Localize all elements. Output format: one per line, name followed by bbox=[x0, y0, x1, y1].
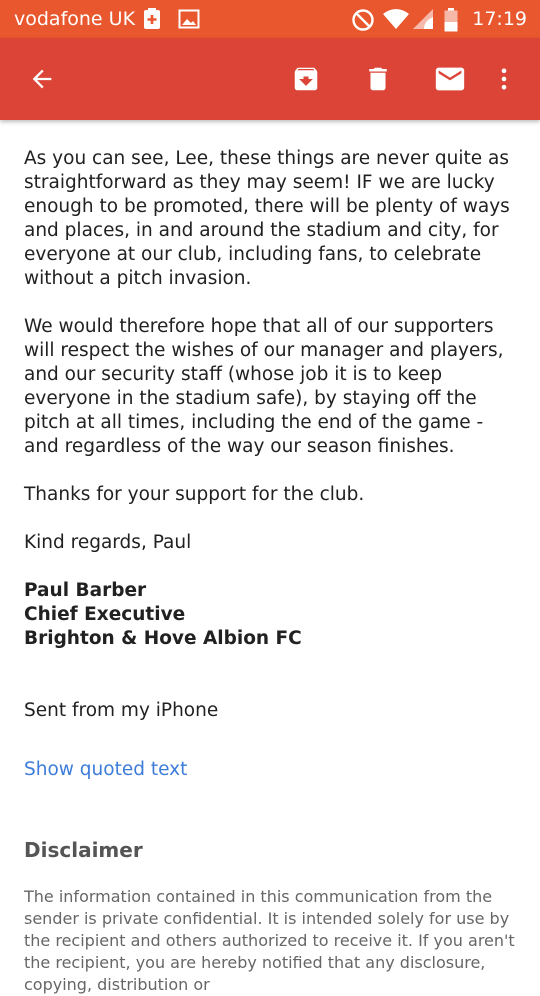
battery-icon bbox=[444, 8, 458, 36]
email-toolbar bbox=[0, 38, 540, 120]
arrow-left-icon bbox=[28, 65, 56, 93]
sent-from-label: Sent from my iPhone bbox=[24, 700, 219, 721]
archive-button[interactable] bbox=[278, 38, 334, 120]
disclaimer-text: The information contained in this communication from the sender is private confidential. It is intended solely for use by the recipient and others authorized to receive it. If you aren't the recipient, you are hereby notified that any disclosure, copying, distribution or bbox=[24, 887, 515, 994]
email-closing: Kind regards, Paul bbox=[24, 532, 192, 553]
mail-icon bbox=[433, 62, 467, 96]
disclaimer-heading: Disclaimer bbox=[24, 838, 143, 862]
image-icon bbox=[178, 8, 200, 34]
signature-org: Brighton & Hove Albion FC bbox=[24, 628, 302, 649]
archive-icon bbox=[291, 64, 321, 94]
email-paragraph: As you can see, Lee, these things are never quite as straightforward as they may seem! IF we are lucky enough to be promoted, there will be plenty of ways and places, in and around the stadium and city, for everyone at our club, including fans, to celebrate without a pitch invasion. bbox=[24, 148, 510, 289]
back-button[interactable] bbox=[14, 38, 70, 120]
email-body bbox=[24, 147, 520, 651]
email-paragraph: We would therefore hope that all of our supporters will respect the wishes of our manager and players, and our security staff (whose job it is to keep everyone in the stadium safe), by staying off the pitch at all times, including the end of the game - and regardless of the way our season finishes. bbox=[24, 316, 504, 457]
battery-saver-icon bbox=[143, 8, 161, 34]
more-vert-icon bbox=[490, 65, 518, 93]
wifi-icon bbox=[382, 8, 410, 34]
mark-unread-button[interactable] bbox=[422, 38, 478, 120]
email-paragraph: Thanks for your support for the club. bbox=[24, 484, 365, 505]
trash-icon bbox=[363, 64, 393, 94]
delete-button[interactable] bbox=[350, 38, 406, 120]
signature-title: Chief Executive bbox=[24, 604, 186, 625]
clock-time: 17:19 bbox=[472, 8, 527, 30]
show-quoted-text-link[interactable]: Show quoted text bbox=[24, 759, 188, 780]
status-bar bbox=[0, 0, 540, 38]
carrier-label: vodafone UK bbox=[14, 8, 136, 30]
do-not-disturb-icon bbox=[351, 8, 375, 36]
signature-name: Paul Barber bbox=[24, 580, 147, 601]
more-options-button[interactable] bbox=[484, 38, 524, 120]
signal-icon bbox=[412, 8, 434, 34]
